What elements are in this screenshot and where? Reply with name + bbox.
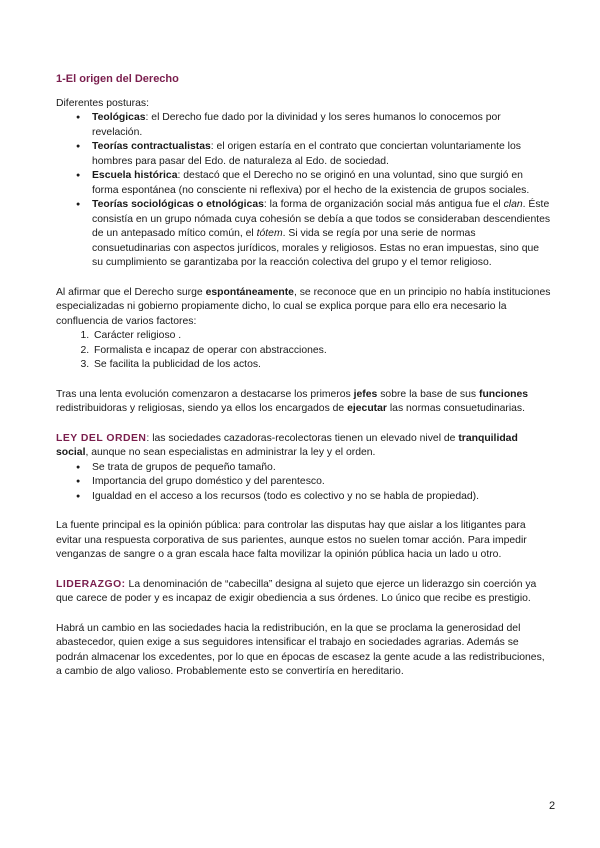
list-item: ● Teorías contractualistas: el origen estaría en el contrato que conciertan voluntariamente los hombres para pasar del Edo. de naturaleza al Edo. de sociedad. [92,140,552,169]
postures-intro: Diferentes posturas: [56,97,149,109]
list-item: ● Teológicas: el Derecho fue dado por la divinidad y los seres humanos lo conocemos por revelación. [92,111,552,140]
opinion-paragraph: La fuente principal es la opinión pública: para controlar las disputas hay que aislar a los litigantes para evitar una respuesta corporativa de sus parientes, aunque estos no suelen tomar acción. Para impedir venganzas de sangre o a gran escala hace falta movilizar la opinión pública hacia un lado u otro. [56,520,527,560]
list-item: ● Se trata de grupos de pequeño tamaño. [92,461,552,476]
list-item: ● Teorías sociológicas o etnológicas: la forma de organización social más antigua fue el clan. Éste consistía en un grupo nómada cuya cohesión se debía a que todos se consideraban descendientes de un antepasado mítico común, el tótem. Si vida se regía por una serie de normas consuetudinarias con aspectos jurídicos, morales y religiosos. Estas no eran impuestas, sino que su cumplimiento se garantizaba por la reacción colectiva del grupo y el temor religioso. [92,198,552,271]
section-title: 1-El origen del Derecho [56,73,179,85]
page-number: 2 [549,800,556,812]
redistribution-paragraph: Habrá un cambio en las sociedades hacia la redistribución, en la que se proclama la generosidad del abastecedor, quien exige a sus seguidores intensificar el trabajo en sociedades agrarias. Además se podrán almacenar los excedentes, por lo que en épocas de escasez la gente acude a las redistribuciones, a cambio de algo valioso. Probablemente esto se convertiría en hereditario. [56,622,545,677]
list-item: ● Igualdad en el acceso a los recursos (todo es colectivo y no se habla de propiedad). [92,490,552,505]
liderazgo-keyword: LIDERAZGO: [56,578,126,590]
list-item: ● Importancia del grupo doméstico y del parentesco. [92,475,552,490]
list-item: 2. Formalista e incapaz de operar con abstracciones. [92,344,552,359]
document-page [56,72,552,680]
evolution-paragraph: Tras una lenta evolución comenzaron a destacarse los primeros jefes sobre la base de sus funciones redistribuidoras y religiosas, siendo ya ellos los encargados de ejecutar las normas consuetudinarias. [56,388,529,414]
list-item: 1. Carácter religioso . [92,329,552,344]
postures-list [56,111,552,271]
list-item: ● Escuela histórica: destacó que el Derecho no se originó en una voluntad, sino que surgió en forma espontánea (no consciente ni reflexiva) por el hecho de la existencia de grupos sociales. [92,169,552,198]
ley-list [56,461,552,505]
factors-list [56,329,552,373]
list-item: 3. Se facilita la publicidad de los actos. [92,358,552,373]
liderazgo-paragraph: LIDERAZGO: La denominación de “cabecilla” designa al sujeto que ejerce un liderazgo sin coerción ya que carece de poder y es incapaz de exigir obediencia a sus órdenes. Lo único que recibe es prestigio. [56,578,537,604]
ley-paragraph: LEY DEL ORDEN: las sociedades cazadoras-recolectoras tienen un elevado nivel de tranquilidad social, aunque no sean especialistas en administrar la ley y el orden. [56,432,518,458]
spontaneous-paragraph: Al afirmar que el Derecho surge espontáneamente, se reconoce que en un principio no había instituciones especializadas ni gobierno propiamente dicho, lo cual se explica porque para ello era necesario la confluencia de varios factores: [56,286,551,327]
ley-keyword: LEY DEL ORDEN [56,432,147,444]
